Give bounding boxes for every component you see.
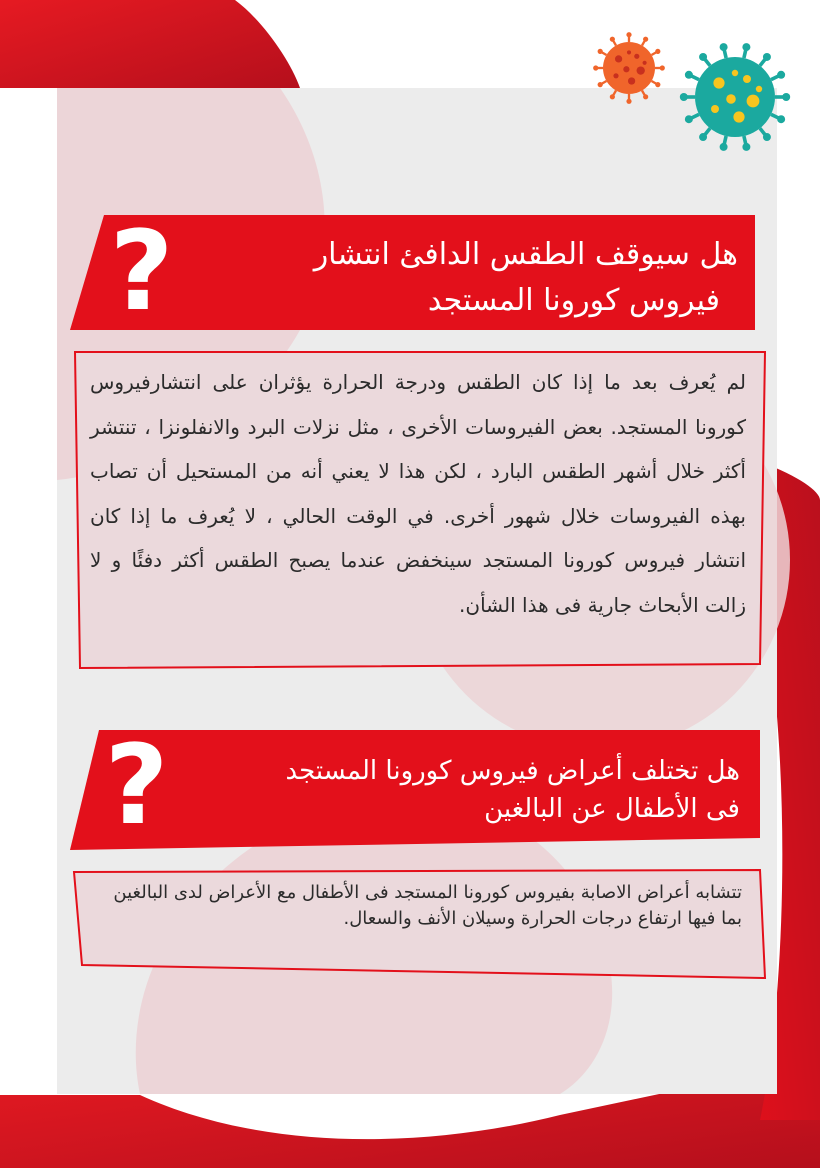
coronavirus-icon-orange [586,25,672,111]
question-1-title [190,232,738,324]
coronavirus-icon-teal [670,32,800,162]
question-1-line-2: فيروس كورونا المستجد [427,283,720,318]
question-1-line-1: هل سيوقف الطقس الدافئ انتشار [313,237,738,272]
question-mark-icon: ؟ [110,207,174,335]
question-2-line-2: فى الأطفال عن البالغين [484,794,740,824]
question-2-title [190,752,740,828]
question-2-line-1: هل تختلف أعراض فيروس كورونا المستجد [285,756,740,786]
question-mark-icon: ؟ [105,721,169,849]
answer-1-text: لم يُعرف بعد ما إذا كان الطقس ودرجة الحرارة يؤثران على انتشارفيروس كورونا المستجد. بعض الفيروسات الأخرى ، مثل نزلات البرد والانفلونزا ، تنتشر أكثر خلال أشهر الطقس البارد ، لكن هذا لا يعني أنه من المستحيل أن تصاب بهذه الفيروسات خلال شهور أخرى. في الوقت الحالي ، لا يُعرف ما إذا كان انتشار فيروس كورونا المستجد سينخفض عندما يصبح الطقس أكثر دفئًا و لا زالت الأبحاث جارية فى هذا الشأن. [90,370,746,617]
answer-2-text: تتشابه أعراض الاصابة بفيروس كورونا المستجد فى الأطفال مع الأعراض لدى البالغين بما فيها ارتفاع درجات الحرارة وسيلان الأنف والسعال. [113,882,742,929]
